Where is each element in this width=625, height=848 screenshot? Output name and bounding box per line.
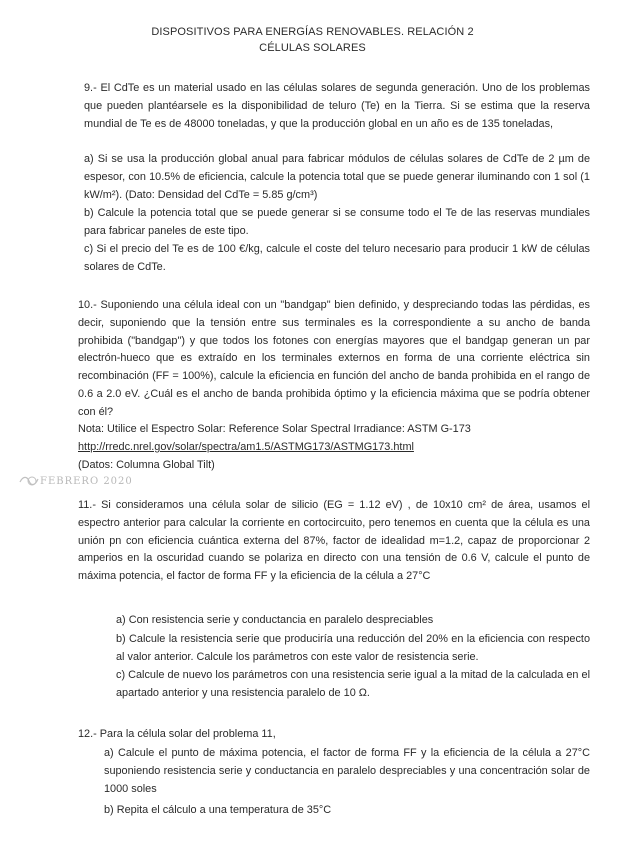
problem-10-link-row — [78, 439, 590, 457]
problem-11-part-b: b) Calcule la resistencia serie que produciría una reducción del 20% en la eficiencia con respecto al valor anterior. Calcule los parámetros con este valor de resistencia serie. — [116, 633, 590, 663]
problem-10-body: 10.- Suponiendo una célula ideal con un "bandgap" bien definido, y despreciando todas las pérdidas, es decir, suponiendo que la tensión entre sus terminales es la correspondiente a su ancho de banda prohibida ("bandgap") y que todos los fotones con energías mayores que el bandgap generan un par electrón-hueco que es extraído en los terminales externos en forma de una corriente eléctrica sin recombinación (FF = 100%), calcule la eficiencia en función del ancho de banda prohibida en el rango de 0.6 a 2.0 eV. ¿Cuál es el ancho de banda prohibida óptimo y la eficiencia máxima que se podría obtener con él? — [78, 299, 590, 418]
problem-12-part-b: b) Repita el cálculo a una temperatura de 35°C — [104, 804, 332, 816]
problem-9-part-a: a) Si se usa la producción global anual para fabricar módulos de células solares de CdTe de 2 µm de espesor, con 10.5% de eficiencia, calcule la potencia total que se puede generar iluminando con 1 sol (1 kW/m²). (Dato: Densidad del CdTe = 5.85 g/cm³) — [84, 153, 590, 201]
annotation-text: FEBRERO 2020 — [40, 476, 133, 487]
document-subtitle: CÉLULAS SOLARES — [259, 42, 366, 54]
problem-12-part-a: a) Calcule el punto de máxima potencia, el factor de forma FF y la eficiencia de la célula a 27°C suponiendo resistencia serie y conductancia en paralelo despreciables y una concentración solar de 1000 soles — [104, 747, 590, 795]
problem-9-part-c: c) Si el precio del Te es de 100 €/kg, calcule el coste del teluro necesario para producir 1 kW de células solares de CdTe. — [84, 243, 590, 273]
problem-12-intro: 12.- Para la célula solar del problema 11, — [78, 728, 276, 740]
scribble-mark-icon — [18, 474, 40, 488]
handwritten-annotation — [18, 476, 133, 487]
problem-11-intro: 11.- Si consideramos una célula solar de silicio (EG = 1.12 eV) , de 10x10 cm² de área, usamos el espectro anterior para calcular la corriente en cortocircuito, pero tenemos en cuenta que la célula es una unión pn con eficiencia cuántica externa del 87%, factor de idealidad m=1.2, capaz de proporcionar 2 amperios en la oscuridad cuando se polariza en directo con una tensión de 0.6 V, calcule el punto de máxima potencia, el factor de forma FF y la eficiencia de la célula a 27°C — [78, 499, 590, 583]
problem-9-part-b: b) Calcule la potencia total que se puede generar si se consume todo el Te de las reservas mundiales para fabricar paneles de este tipo. — [84, 207, 590, 237]
spectrum-link[interactable]: http://rredc.nrel.gov/solar/spectra/am1.5/ASTMG173/ASTMG173.html — [78, 441, 414, 453]
document-title: DISPOSITIVOS PARA ENERGÍAS RENOVABLES. RELACIÓN 2 — [151, 26, 474, 38]
problem-11-part-a: a) Con resistencia serie y conductancia en paralelo despreciables — [116, 614, 434, 626]
problem-11-part-c: c) Calcule de nuevo los parámetros con una resistencia serie igual a la mitad de la calculada en el apartado anterior y una resistencia paralelo de 10 Ω. — [116, 669, 590, 699]
document-header — [0, 24, 625, 56]
problem-10-note: Nota: Utilice el Espectro Solar: Reference Solar Spectral Irradiance: ASTM G-173 — [78, 423, 471, 435]
problem-9-intro: 9.- El CdTe es un material usado en las células solares de segunda generación. Uno de los problemas que pueden plantéarsele es la disponibilidad de teluro (Te) en la Tierra. Si se estima que la reserva mundial de Te es de 48000 toneladas, y que la producción global en un año es de 135 toneladas, — [84, 82, 590, 130]
problem-10-data-note: (Datos: Columna Global Tilt) — [78, 459, 215, 471]
